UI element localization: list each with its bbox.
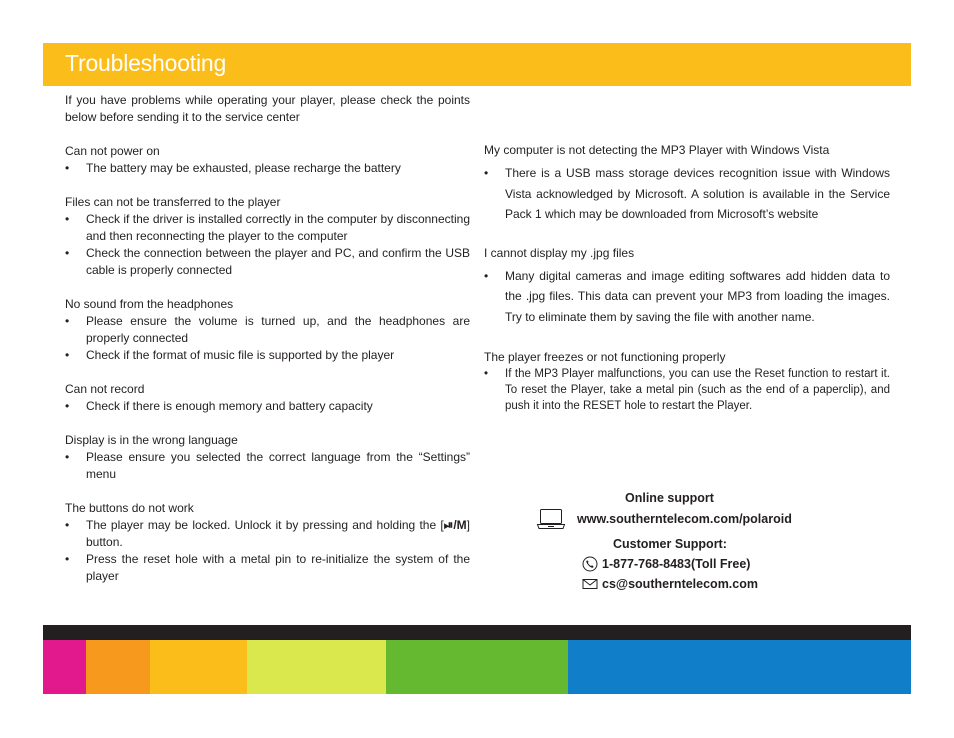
list-item: • Press the reset hole with a metal pin to re-initialize the system of the player <box>65 551 470 585</box>
section-heading: The player freezes or not functioning properly <box>484 350 726 364</box>
title-bar <box>43 43 911 86</box>
page-title: Troubleshooting <box>65 50 227 76</box>
customer-support-label: Customer Support: <box>613 537 727 551</box>
email-line <box>582 574 758 595</box>
play-pause-mode-icon: ⏯/M <box>443 518 467 532</box>
footer-color-bands <box>43 640 911 694</box>
section-transfer <box>65 194 470 279</box>
phone-line <box>582 554 750 575</box>
section-sound <box>65 296 470 364</box>
online-support-label: Online support <box>625 491 714 505</box>
section-heading: My computer is not detecting the MP3 Player with Windows Vista <box>484 143 830 157</box>
color-band-yellow <box>150 640 247 694</box>
section-heading: Can not record <box>65 382 145 396</box>
left-column <box>65 92 470 602</box>
section-buttons <box>65 500 470 585</box>
color-band-orange <box>86 640 150 694</box>
section-power <box>65 143 470 177</box>
color-band-blue <box>568 640 911 694</box>
list-item: • Check if the format of music file is supported by the player <box>65 347 470 364</box>
website-link[interactable]: www.southerntelecom.com/polaroid <box>577 512 792 526</box>
list-item: • Please ensure the volume is turned up, and the headphones are properly connected <box>65 313 470 347</box>
list-item: • If the MP3 Player malfunctions, you can use the Reset function to restart it. To reset the Player, take a metal pin (such as the end of a paperclip), and push it into the RESET hole to restart the Player. <box>484 366 890 414</box>
email-address[interactable]: cs@southerntelecom.com <box>602 577 758 591</box>
phone-icon <box>582 556 598 572</box>
list-item: • Many digital cameras and image editing softwares add hidden data to the .jpg files. This data can prevent your MP3 from loading the images. Try to eliminate them by saving the file with another name. <box>484 266 890 328</box>
right-column <box>484 142 890 414</box>
list-item <box>65 517 470 551</box>
section-jpg <box>484 245 890 328</box>
list-item: • Check if there is enough memory and battery capacity <box>65 398 470 415</box>
section-heading: Can not power on <box>65 144 160 158</box>
list-item: • Check the connection between the player and PC, and confirm the USB cable is properly connected <box>65 245 470 279</box>
lock-text-after: ] button. <box>86 518 470 549</box>
intro-text: If you have problems while operating your player, please check the points below before sending it to the service center <box>65 93 470 124</box>
list-item: • There is a USB mass storage devices recognition issue with Windows Vista acknowledged by Microsoft. A solution is available in the Service Pack 1 which may be downloaded from Microsoft’s website <box>484 163 890 225</box>
color-band-magenta <box>43 640 86 694</box>
footer-dark-strip <box>43 625 911 640</box>
section-record <box>65 381 470 415</box>
list-item: • Check if the driver is installed correctly in the computer by disconnecting and then reconnecting the player to the computer <box>65 211 470 245</box>
section-freeze <box>484 349 890 414</box>
color-band-lime <box>247 640 386 694</box>
color-band-green <box>386 640 568 694</box>
section-heading: I cannot display my .jpg files <box>484 245 635 260</box>
section-language <box>65 432 470 483</box>
lock-text-before: The player may be locked. Unlock it by pressing and holding the [ <box>86 518 444 532</box>
section-vista <box>484 142 890 225</box>
list-item: • Please ensure you selected the correct language from the “Settings” menu <box>65 449 470 483</box>
envelope-icon <box>582 576 598 592</box>
list-item: • The battery may be exhausted, please recharge the battery <box>65 160 470 177</box>
section-heading: Display is in the wrong language <box>65 433 238 447</box>
section-heading: The buttons do not work <box>65 501 194 515</box>
laptop-icon <box>536 507 566 531</box>
phone-number: 1-877-768-8483(Toll Free) <box>602 557 751 571</box>
section-heading: No sound from the headphones <box>65 297 234 311</box>
section-heading: Files can not be transferred to the player <box>65 195 281 209</box>
